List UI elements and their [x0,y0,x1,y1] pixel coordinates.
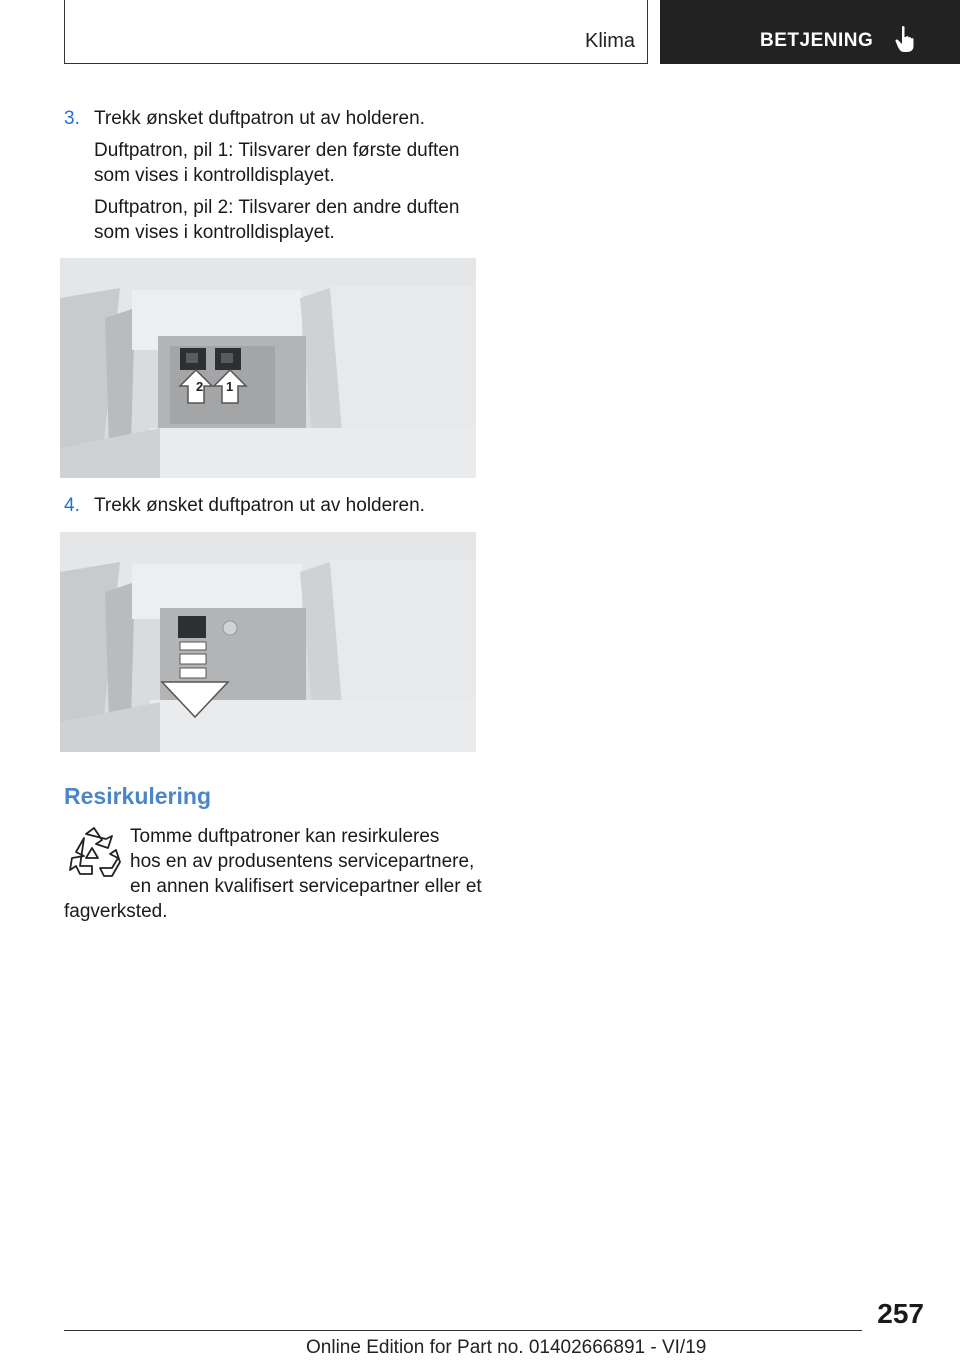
header-chapter-title: BETJENING [760,30,874,51]
recycling-line-2: hos en av produsentens servicepartnere, [130,851,475,872]
recycling-line-3: en annen kvalifisert servicepartner eller et [130,876,482,897]
note-line: som vises i kontrolldisplayet. [94,222,335,243]
pointing-hand-icon [893,25,919,53]
figure-cartridge-arrows [60,258,476,478]
note-line: Duftpatron, pil 2: Tilsvarer den andre duften [94,197,460,218]
recycle-icon [64,824,124,884]
section-title-recycling: Resirkulering [64,783,211,809]
header-section-title: Klima [584,30,635,52]
step-3-note-1 [94,138,484,188]
arrow-label-2: 2 [196,379,204,394]
step-3-note-2 [94,195,484,245]
figure-cartridge-removal [60,532,476,752]
arrow-label-1: 1 [226,379,234,394]
step-text: Trekk ønsket duftpatron ut av holderen. [94,495,425,516]
note-line: Duftpatron, pil 1: Tilsvarer den første duften [94,140,460,161]
recycling-line-1: Tomme duftpatroner kan resirkuleres [130,826,440,847]
step-text: Trekk ønsket duftpatron ut av holderen. [94,108,425,129]
footer-edition: Online Edition for Part no. 01402666891 - VI/19 [306,1337,707,1358]
header-section-box [64,0,648,64]
step-number: 4. [64,495,80,516]
recycling-line-4: fagverksted. [64,901,168,922]
footer-divider [64,1330,862,1331]
header-chapter-tab [660,0,960,64]
step-number: 3. [64,108,80,129]
note-line: som vises i kontrolldisplayet. [94,165,335,186]
page-number: 257 [877,1298,924,1329]
